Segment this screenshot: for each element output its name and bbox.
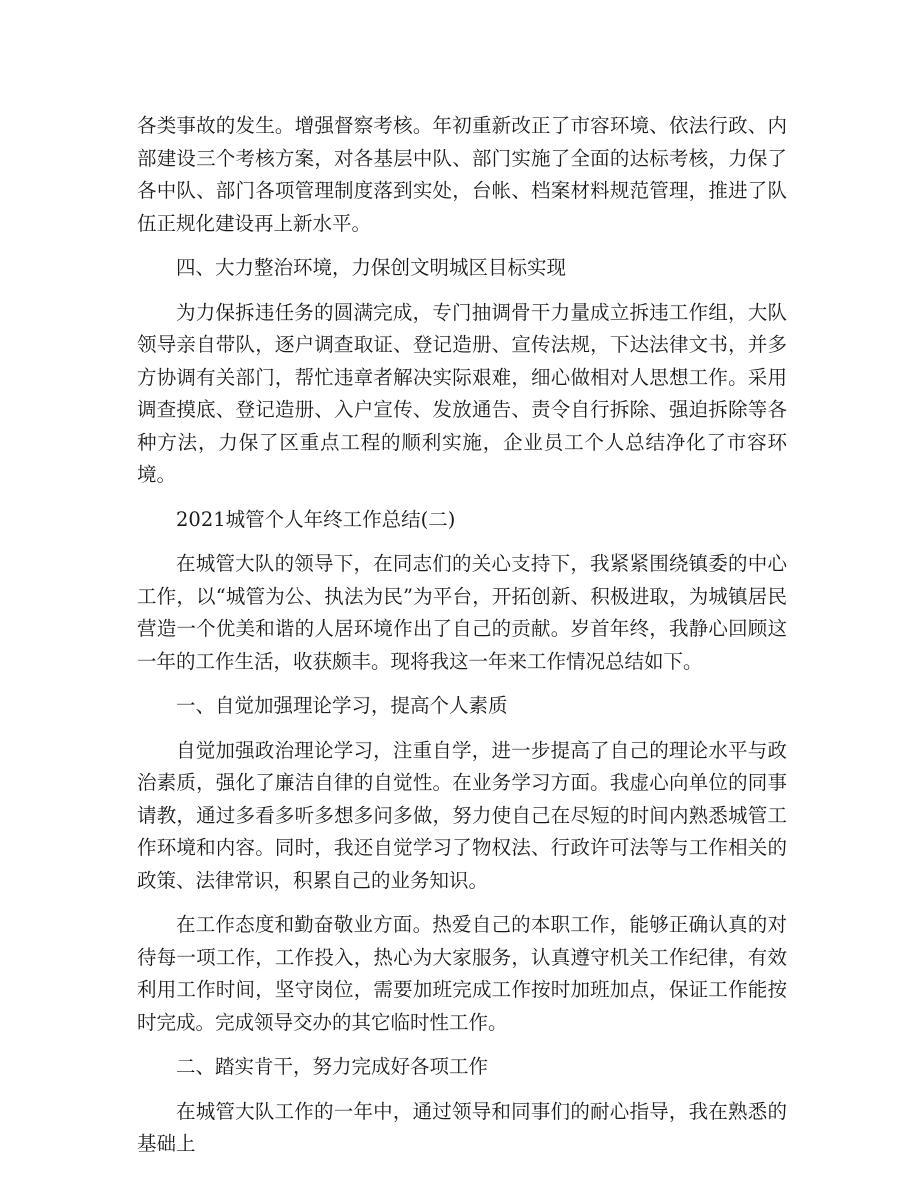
document-body [137,110,787,1173]
paragraph: 在工作态度和勤奋敬业方面。热爱自己的本职工作，能够正确认真的对待每一项工作，工作投入，热心为大家服务，认真遵守机关工作纪律，有效利用工作时间，坚守岗位，需要加班完成工作按时加班加点，保证工作能按时完成。完成领导交办的其它临时性工作。 [137,913,787,1034]
paragraph: 自觉加强政治理论学习，注重自学，进一步提高了自己的理论水平与政治素质，强化了廉洁自律的自觉性。在业务学习方面。我虚心向单位的同事请教，通过多看多听多想多问多做，努力使自己在尽短的时间内熟悉城管工作环境和内容。同时，我还自觉学习了物权法、行政许可法等与工作相关的政策、法律常识，积累自己的业务知识。 [137,738,787,892]
section-heading-1: 一、自觉加强理论学习，提高个人素质 [176,694,508,717]
paragraph: 在城管大队工作的一年中，通过领导和同事们的耐心指导，我在熟悉的基础上 [137,1099,787,1155]
paragraph: 为力保拆违任务的圆满完成，专门抽调骨干力量成立拆违工作组，大队领导亲自带队，逐户调查取证、登记造册、宣传法规，下达法律文书，并多方协调有关部门，帮忙违章者解决实际艰难，细心做相对人思想工作。采用调查摸底、登记造册、入户宣传、发放通告、责令自行拆除、强迫拆除等各种方法，力保了区重点工程的顺利实施，企业员工个人总结净化了市容环境。 [137,300,787,486]
section-heading-2: 二、踏实肯干，努力完成好各项工作 [176,1055,489,1078]
paragraph: 在城管大队的领导下，在同志们的关心支持下，我紧紧围绕镇委的中心工作，以“城管为公、执法为民”为平台，开拓创新、积极进取，为城镇居民营造一个优美和谐的人居环境作出了自己的贡献。岁首年终，我静心回顾这一年的工作生活，收获颇丰。现将我这一年来工作情况总结如下。 [137,552,787,673]
document-subtitle: 2021城管个人年终工作总结(二) [176,507,456,531]
section-heading-4: 四、大力整治环境，力保创文明城区目标实现 [176,256,567,279]
paragraph-continuation: 各类事故的发生。增强督察考核。年初重新改正了市容环境、依法行政、内部建设三个考核方案，对各基层中队、部门实施了全面的达标考核，力保了各中队、部门各项管理制度落到实处，台帐、档案材料规范管理，推进了队伍正规化建设再上新水平。 [137,114,787,235]
